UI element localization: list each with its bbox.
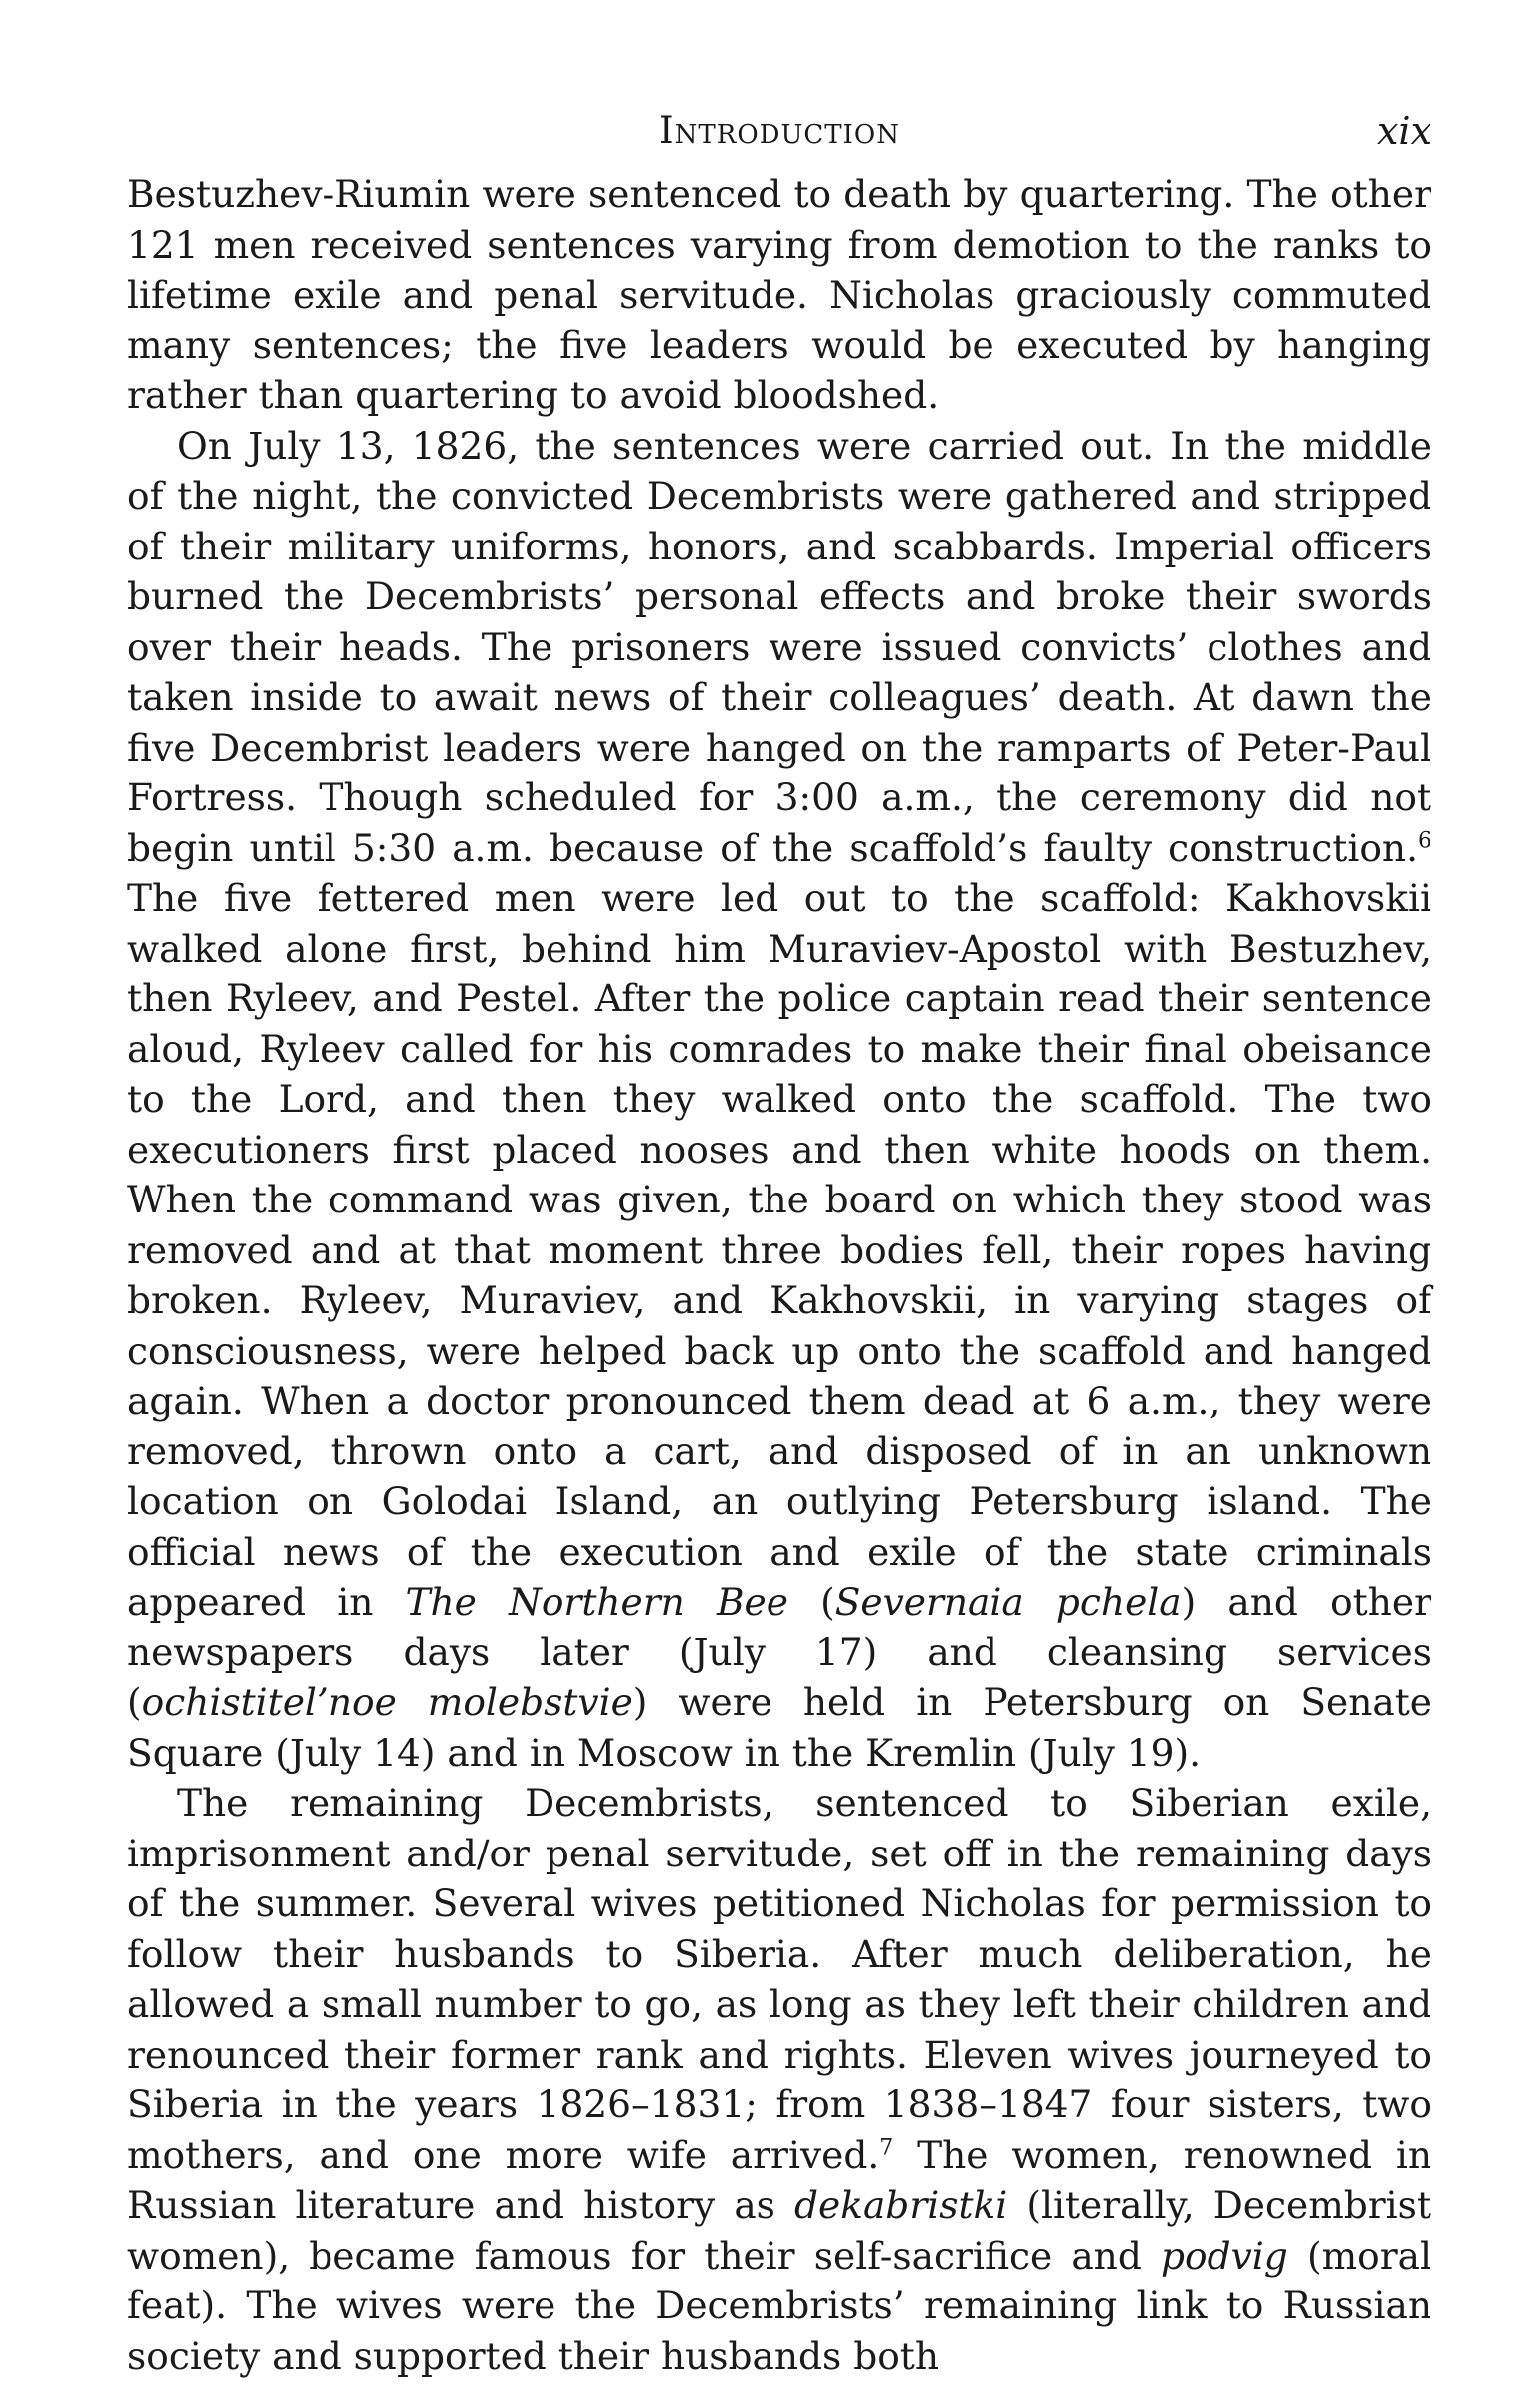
paragraph xyxy=(127,1778,1431,2381)
text-run: ( xyxy=(787,1580,835,1624)
running-head xyxy=(127,109,1431,169)
paragraph xyxy=(127,169,1431,421)
italic-text: podvig xyxy=(1161,2233,1288,2278)
text-run: On July 13, 1826, the sentences were carried out. In the middle of the night, the convicted Decembrists were gathered and stripped of their military uniforms, honors, and scabbards. Imperial officers burned the Decembrists’ personal effects and broke their swords over their heads. The prisoners were issued convicts’ clothes and taken inside to await news of their colleagues’ death. At dawn the five Decembrist leaders were hanged on the ramparts of Peter-Paul Fortress. Though scheduled for 3:00 a.m., the ceremony did not begin until 5:30 a.m. because of the scaffold’s faulty construction. xyxy=(127,423,1431,870)
footnote-ref: 7 xyxy=(879,2135,894,2160)
body-text xyxy=(127,169,1431,2381)
text-run: (literally, Decembrist women), became famous for their self-sacrifice and xyxy=(127,2183,1431,2278)
paragraph xyxy=(127,421,1431,1779)
italic-text: Severnaia pchela xyxy=(834,1580,1182,1624)
italic-text: ochistitel’noe molebstvie xyxy=(141,1680,633,1724)
italic-text: The Northern Bee xyxy=(405,1580,788,1624)
book-page xyxy=(127,109,1431,2381)
text-run: The five fettered men were led out to the scaffold: Kakhovskii walked alone first, behind him Muraviev-Apostol with Bestuzhev, then Ryleev, and Pestel. After the police captain read their sentence aloud, Ryleev called for his comrades to make their final obeisance to the Lord, and then they walked onto the scaffold. The two executioners first placed nooses and then white hoods on them. When the command was given, the board on which they stood was removed and at that moment three bodies fell, their ropes having broken. Ryleev, Muraviev, and Kakhovskii, in varying stages of consciousness, were helped back up onto the scaffold and hanged again. When a doctor pronounced them dead at 6 a.m., they were removed, thrown onto a cart, and disposed of in an unknown location on Golodai Island, an outlying Petersburg island. The official news of the execution and exile of the state criminals appeared in xyxy=(127,876,1431,1624)
text-run: The remaining Decembrists, sentenced to Siberian exile, imprisonment and/or penal servitude, set off in the remaining days of the summer. Several wives petitioned Nicholas for permission to follow their husbands to Siberia. After much deliberation, he allowed a small number to go, as long as they left their children and renounced their former rank and rights. Eleven wives journeyed to Siberia in the years 1826–1831; from 1838–1847 four sisters, two mothers, and one more wife arrived. xyxy=(127,1781,1431,2177)
text-run: ) were held in Petersburg on Senate Square (July 14) and in Moscow in the Kremlin (July 19). xyxy=(127,1680,1431,1775)
text-run: Bestuzhev-Riumin were sentenced to death by quartering. The other 121 men received sentences varying from demotion to the ranks to lifetime exile and penal servitude. Nicholas graciously commuted many sentences; the five leaders would be executed by hanging rather than quartering to avoid bloodshed. xyxy=(127,172,1431,417)
text-run: ) and other newspapers days later (July 17) and cleansing services ( xyxy=(127,1580,1431,1724)
italic-text: dekabristki xyxy=(794,2183,1008,2227)
footnote-ref: 6 xyxy=(1418,828,1431,853)
text-run: The women, renowned in Russian literature and history as xyxy=(127,2132,1431,2227)
running-title: Introduction xyxy=(659,109,900,152)
page-number: xix xyxy=(1376,109,1431,153)
text-run: (moral feat). The wives were the Decembrists’ remaining link to Russian society and supported their husbands both xyxy=(127,2233,1431,2378)
